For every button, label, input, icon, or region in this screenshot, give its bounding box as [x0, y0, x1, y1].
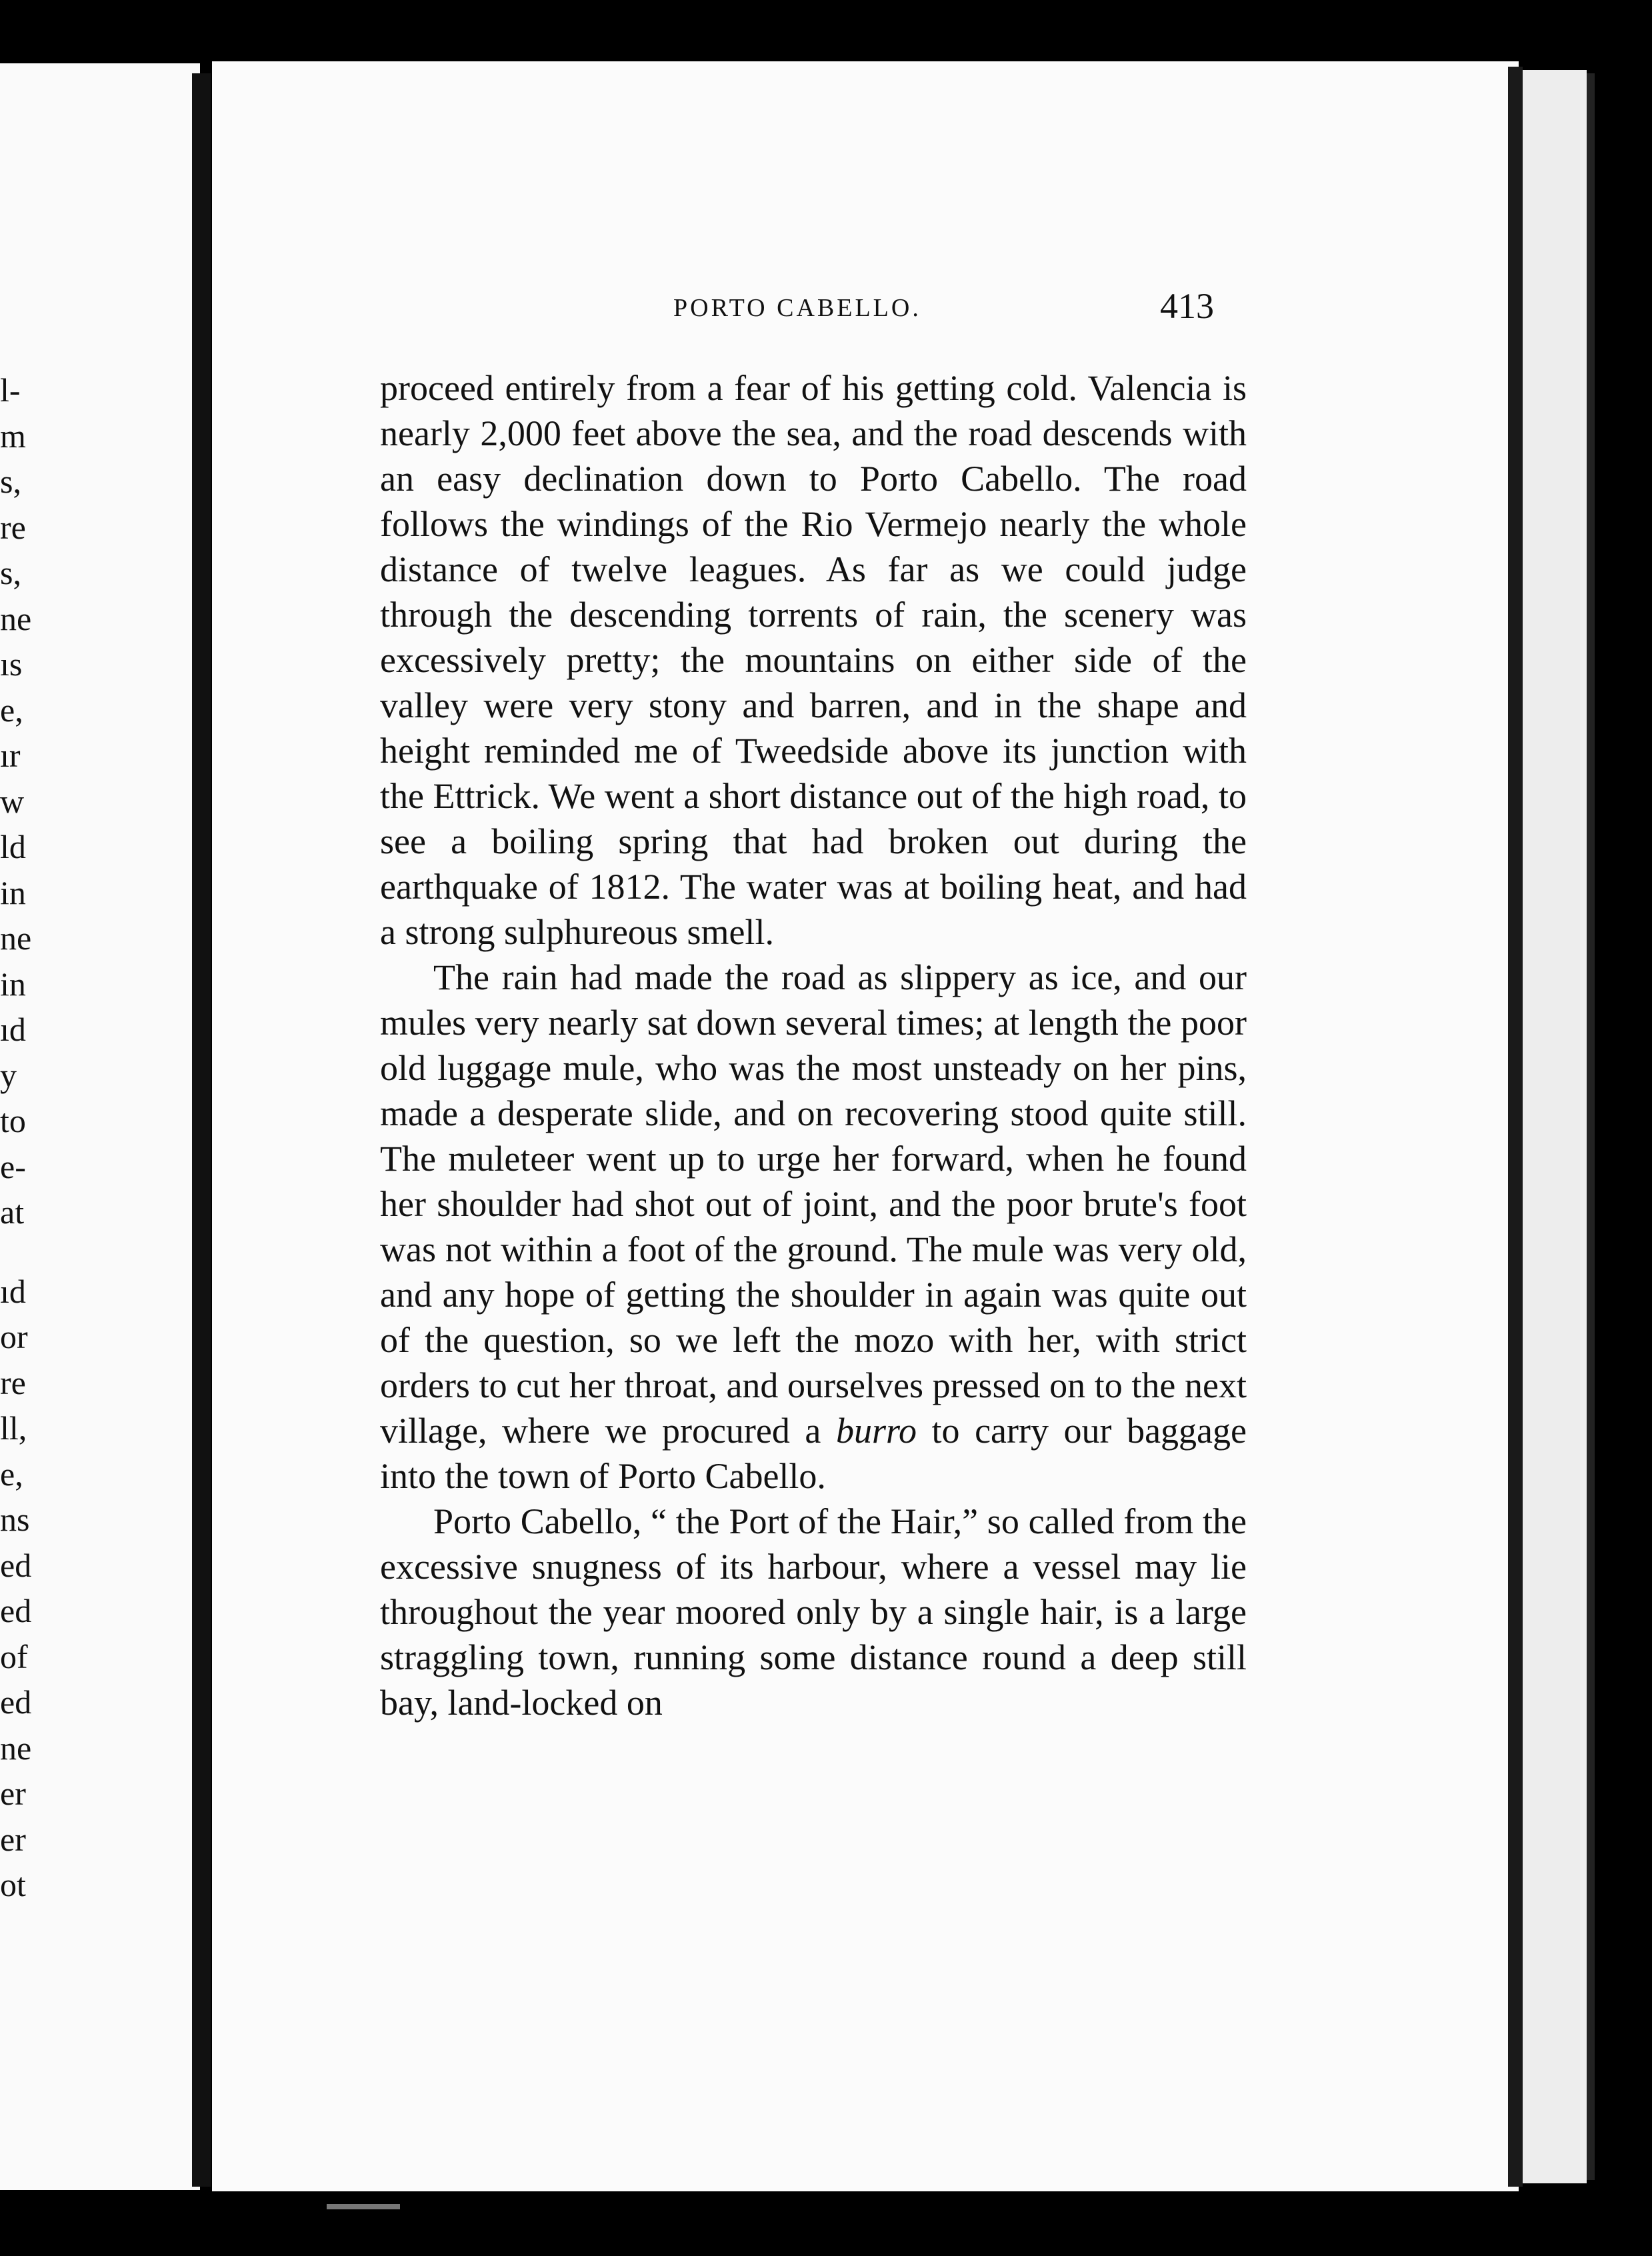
left-line-fragment: re [0, 508, 26, 546]
body-text [380, 365, 1247, 1725]
left-line-fragment: ır [0, 737, 21, 774]
left-line-fragment: m [0, 417, 26, 455]
paragraph-1: proceed entirely from a fear of his getting cold. Valencia is nearly 2,000 feet above the sea, and the road descends with an easy declination down to Porto Cabello. The road follows the windings of the Rio Vermejo nearly the whole distance of twelve leagues. As far as we could judge through the descending torrents of rain, the scenery was excessively pretty; the mountains on either side of the valley were very stony and barren, and in the shape and height reminded me of Tweedside above its junction with the Ettrick. We went a short distance out of the high road, to see a boiling spring that had broken out during the earthquake of 1812. The water was at boiling heat, and had a strong sulphureous smell. [380, 368, 1247, 952]
page-edge-line [1587, 73, 1595, 2180]
left-line-fragment: s, [0, 463, 21, 500]
left-line-fragment: to [0, 1102, 26, 1139]
page-number: 413 [1160, 286, 1214, 326]
left-line-fragment: in [0, 965, 26, 1003]
book-gutter [192, 73, 211, 2187]
left-line-fragment: at [0, 1193, 25, 1231]
paragraph-3: Porto Cabello, “ the Port of the Hair,” so called from the excessive snugness of its harbour, where a vessel may lie throughout the year moored only by a single hair, is a large straggling town, running some distance round a deep still bay, land-locked on [380, 1501, 1247, 1723]
left-page [0, 63, 200, 2190]
left-line-fragment: ed [0, 1683, 32, 1721]
paragraph-2 [380, 955, 1247, 1499]
left-line-fragment: ns [0, 1501, 30, 1538]
left-line-fragment: s, [0, 554, 21, 591]
left-line-fragment: er [0, 1775, 26, 1812]
left-line-fragment: of [0, 1637, 28, 1675]
page-edge-strip [1523, 70, 1587, 2183]
left-line-fragment: re [0, 1363, 26, 1401]
left-line-fragment: e, [0, 691, 23, 729]
left-line-fragment: y [0, 1056, 17, 1094]
paragraph-2-text-b: to carry our baggage into the town of Porto Cabello. [380, 1411, 1247, 1496]
left-line-fragment: ed [0, 1592, 32, 1629]
left-line-fragment: ne [0, 1729, 32, 1767]
left-line-fragment: ed [0, 1546, 32, 1584]
left-line-fragment: ıs [0, 645, 23, 683]
left-line-fragment: er [0, 1820, 26, 1858]
left-line-fragment: ne [0, 919, 32, 957]
left-line-fragment: w [0, 782, 25, 820]
paragraph-2-italic-word: burro [835, 1411, 917, 1451]
left-line-fragment: ll, [0, 1409, 27, 1447]
running-head: PORTO CABELLO. [673, 294, 921, 322]
left-line-fragment: ot [0, 1866, 26, 1903]
left-line-fragment: ıd [0, 1272, 26, 1310]
paragraph-2-text-a: The rain had made the road as slippery as ice, and our mules very nearly sat down several times; at length the poor old luggage mule, who was the most unsteady on her pins, made a desperate slide, and on recovering stood quite still. The muleteer went up to urge her forward, when he found her shoulder had shot out of joint, and the poor brute's foot was not within a foot of the ground. The mule was very old, and any hope of getting the shoulder in again was quite out of the question, so we left the mozo with her, with strict orders to cut her throat, and ourselves pressed on to the next village, where we procured a [380, 957, 1247, 1451]
left-line-fragment: e, [0, 1455, 23, 1493]
left-line-fragment: e- [0, 1147, 26, 1185]
left-line-fragment: ne [0, 599, 32, 637]
page-edge-shadow [1508, 67, 1523, 2187]
scan-mark [327, 2204, 400, 2209]
left-line-fragment: in [0, 873, 26, 911]
left-line-fragment: or [0, 1318, 28, 1355]
left-line-fragment: l- [0, 371, 21, 409]
left-line-fragment: ıd [0, 1011, 26, 1048]
left-line-fragment: ld [0, 828, 26, 865]
